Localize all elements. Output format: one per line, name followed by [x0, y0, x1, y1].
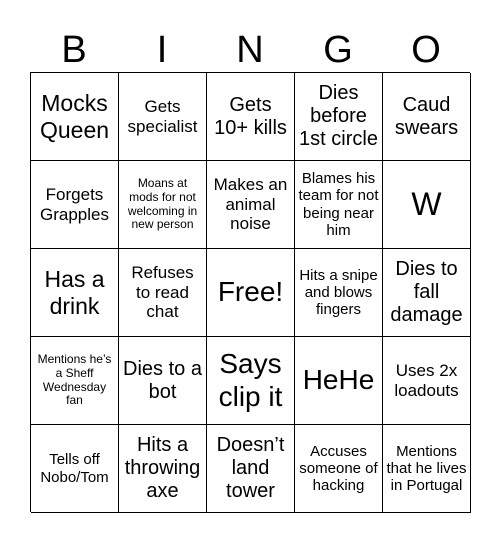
- bingo-cell-r3-c3[interactable]: Free!: [207, 249, 295, 337]
- bingo-cell-r2-c2[interactable]: Moans at mods for not welcoming in new person: [119, 161, 207, 249]
- header-letter-i: I: [156, 29, 168, 71]
- header-letter-g: G: [323, 29, 353, 71]
- bingo-cell-r5-c5[interactable]: Mentions that he lives in Portugal: [383, 425, 471, 513]
- bingo-board: [30, 72, 470, 512]
- bingo-cell-r3-c1[interactable]: Has a drink: [31, 249, 119, 337]
- bingo-cell-r4-c2[interactable]: Dies to a bot: [119, 337, 207, 425]
- bingo-cell-r5-c3[interactable]: Doesn’t land tower: [207, 425, 295, 513]
- bingo-cell-r2-c1[interactable]: Forgets Grapples: [31, 161, 119, 249]
- bingo-cell-r5-c1[interactable]: Tells off Nobo/Tom: [31, 425, 119, 513]
- bingo-cell-r1-c4[interactable]: Dies before 1st circle: [295, 73, 383, 161]
- bingo-cell-r4-c1[interactable]: Mentions he’s a Sheff Wednesday fan: [31, 337, 119, 425]
- bingo-cell-r1-c5[interactable]: Caud swears: [383, 73, 471, 161]
- bingo-cell-r2-c5[interactable]: W: [383, 161, 471, 249]
- bingo-cell-r5-c4[interactable]: Accuses someone of hacking: [295, 425, 383, 513]
- bingo-cell-r2-c3[interactable]: Makes an animal noise: [207, 161, 295, 249]
- bingo-cell-r5-c2[interactable]: Hits a throwing axe: [119, 425, 207, 513]
- bingo-cell-r4-c3[interactable]: Says clip it: [207, 337, 295, 425]
- bingo-cell-r4-c5[interactable]: Uses 2x loadouts: [383, 337, 471, 425]
- header-letter-o: O: [411, 29, 441, 71]
- bingo-cell-r3-c2[interactable]: Refuses to read chat: [119, 249, 207, 337]
- bingo-cell-r1-c3[interactable]: Gets 10+ kills: [207, 73, 295, 161]
- bingo-header: [30, 28, 470, 72]
- header-letter-n: N: [236, 29, 264, 71]
- header-letter-b: B: [61, 29, 87, 71]
- bingo-cell-r4-c4[interactable]: HeHe: [295, 337, 383, 425]
- bingo-cell-r3-c4[interactable]: Hits a snipe and blows fingers: [295, 249, 383, 337]
- bingo-cell-r1-c2[interactable]: Gets specialist: [119, 73, 207, 161]
- bingo-cell-r2-c4[interactable]: Blames his team for not being near him: [295, 161, 383, 249]
- bingo-cell-r3-c5[interactable]: Dies to fall damage: [383, 249, 471, 337]
- bingo-cell-r1-c1[interactable]: Mocks Queen: [31, 73, 119, 161]
